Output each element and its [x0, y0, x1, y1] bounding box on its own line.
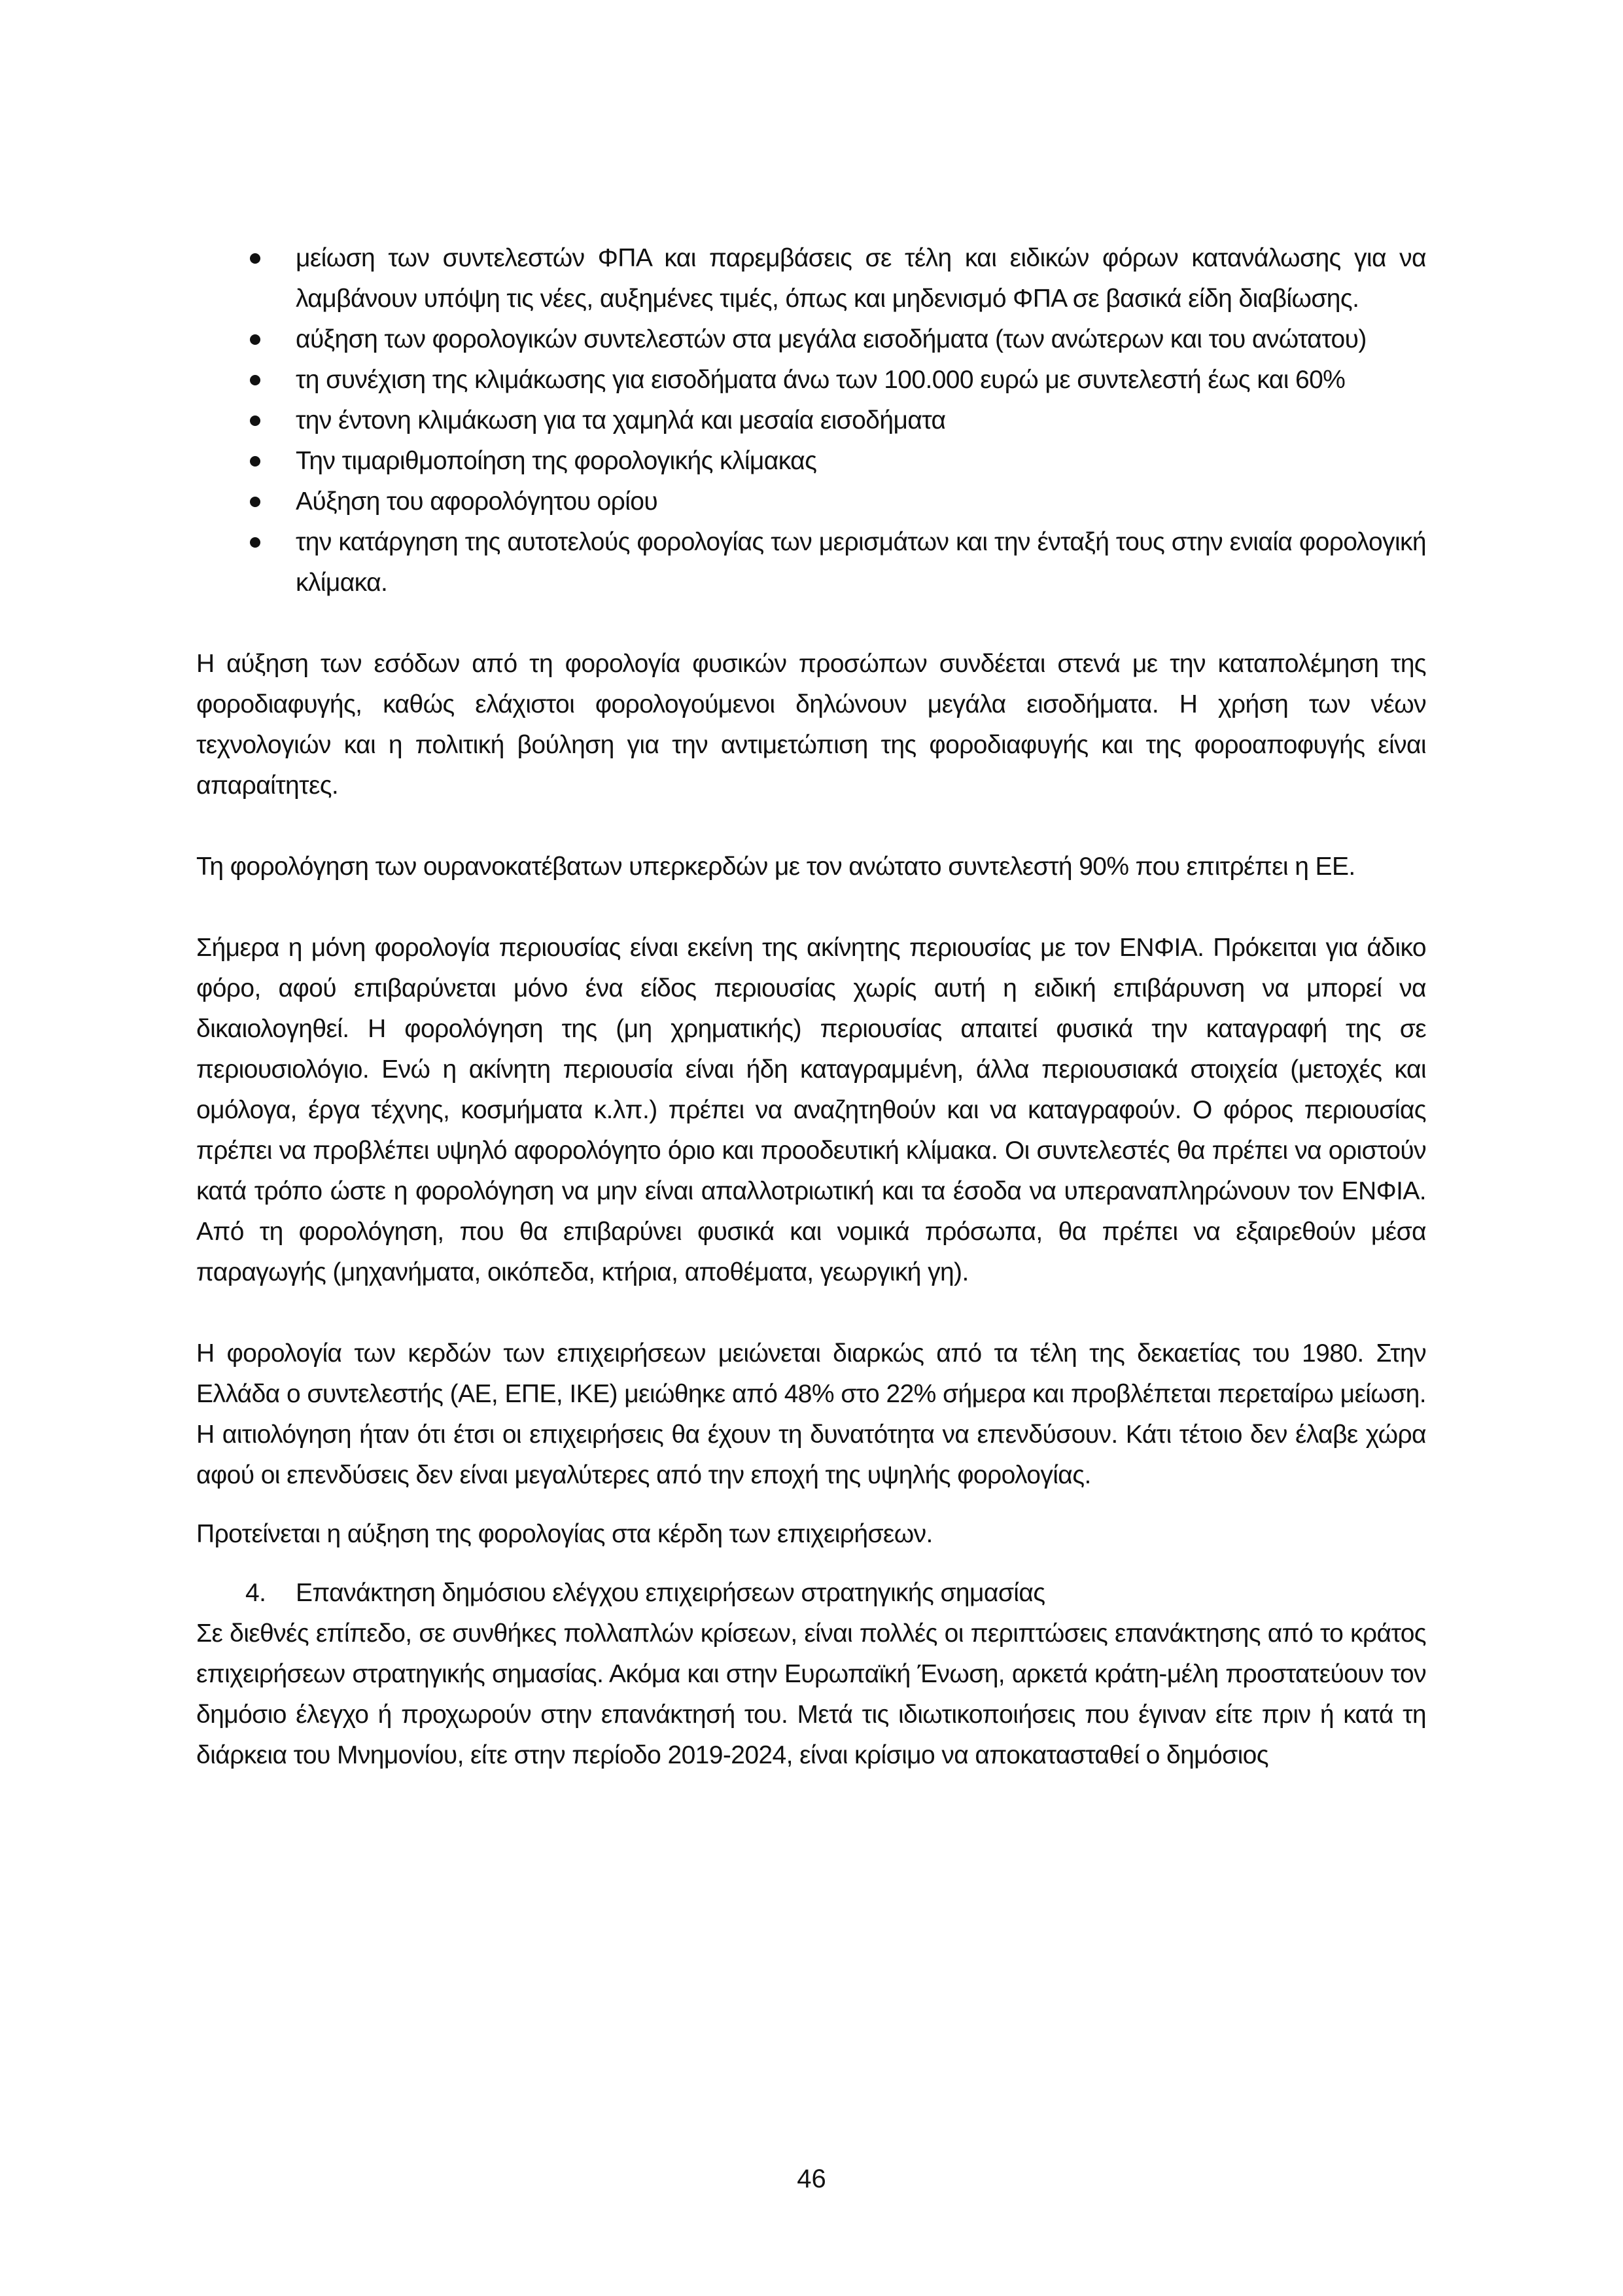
list-item: μείωση των συντελεστών ΦΠΑ και παρεμβάσεις σε τέλη και ειδικών φόρων κατανάλωσης για να λαμβάνουν υπόψη τις νέες, αυξημένες τιμές, όπως και μηδενισμό ΦΠΑ σε βασικά είδη διαβίωσης. [196, 238, 1426, 319]
list-item: Αύξηση του αφορολόγητου ορίου [196, 482, 1426, 522]
tax-measures-list [196, 238, 1426, 603]
bullet-icon [250, 334, 260, 345]
paragraph-tax-evasion: Η αύξηση των εσόδων από τη φορολογία φυσικών προσώπων συνδέεται στενά με την καταπολέμηση της φοροδιαφυγής, καθώς ελάχιστοι φορολογούμενοι δηλώνουν μεγάλα εισοδήματα. Η χρήση των νέων τεχνολογιών και η πολιτική βούληση για την αντιμετώπιση της φοροδιαφυγής και της φοροαποφυγής είναι απαραίτητες. [196, 650, 1426, 800]
paragraph-strategic-enterprises: Σε διεθνές επίπεδο, σε συνθήκες πολλαπλών κρίσεων, είναι πολλές οι περιπτώσεις επανάκτησης από το κράτος επιχειρήσεων στρατηγικής σημασίας. Ακόμα και στην Ευρωπαϊκή Ένωση, αρκετά κράτη-μέλη προστατεύουν τον δημόσιο έλεγχο ή προχωρούν στην επανάκτησή του. Μετά τις ιδιωτικοποιήσεις που έγιναν είτε πριν ή κατά τη διάρκεια του Μνημονίου, είτε στην περίοδο 2019-2024, είναι κρίσιμο να αποκατασταθεί ο δημόσιος [196, 1619, 1426, 1769]
section-heading [196, 1573, 1426, 1614]
bullet-icon [250, 375, 260, 385]
paragraph-windfall-tax: Τη φορολόγηση των ουρανοκατέβατων υπερκερδών με τον ανώτατο συντελεστή 90% που επιτρέπει η ΕΕ. [196, 853, 1355, 881]
paragraph-property-tax: Σήμερα η μόνη φορολογία περιουσίας είναι εκείνη της ακίνητης περιουσίας με τον ΕΝΦΙΑ. Πρόκειται για άδικο φόρο, αφού επιβαρύνεται μόνο ένα είδος περιουσίας χωρίς αυτή η ειδική επιβάρυνση να μπορεί να δικαιολογηθεί. Η φορολόγηση της (μη χρηματικής) περιουσίας απαιτεί φυσικά την καταγραφή της σε περιουσιολόγιο. Ενώ η ακίνητη περιουσία είναι ήδη καταγραμμένη, άλλα περιουσιακά στοιχεία (μετοχές και ομόλογα, έργα τέχνης, κοσμήματα κ.λπ.) πρέπει να αναζητηθούν και να καταγραφούν. Ο φόρος περιουσίας πρέπει να προβλέπει υψηλό αφορολόγητο όριο και προοδευτική κλίμακα. Οι συντελεστές θα πρέπει να οριστούν κατά τρόπο ώστε η φορολόγηση να μην είναι απαλλοτριωτική και τα έσοδα να υπεραναπληρώνουν τον ΕΝΦΙΑ. Από τη φορολόγηση, που θα επιβαρύνει φυσικά και νομικά πρόσωπα, θα πρέπει να εξαιρεθούν μέσα παραγωγής (μηχανήματα, οικόπεδα, κτήρια, αποθέματα, γεωργική γη). [196, 934, 1426, 1286]
list-item: την κατάργηση της αυτοτελούς φορολογίας των μερισμάτων και την ένταξή τους στην ενιαία φορολογική κλίμακα. [196, 522, 1426, 603]
bullet-icon [250, 415, 260, 426]
section-number: 4. [245, 1579, 266, 1607]
document-page [196, 238, 1426, 1776]
bullet-icon [250, 537, 260, 548]
list-item: την έντονη κλιμάκωση για τα χαμηλά και μεσαία εισοδήματα [196, 400, 1426, 441]
paragraph-corporate-tax: Η φορολογία των κερδών των επιχειρήσεων μειώνεται διαρκώς από τα τέλη της δεκαετίας του 1980. Στην Ελλάδα ο συντελεστής (ΑΕ, ΕΠΕ, ΙΚΕ) μειώθηκε από 48% στο 22% σήμερα και προβλέπεται περεταίρω μείωση. Η αιτιολόγηση ήταν ότι έτσι οι επιχειρήσεις θα έχουν τη δυνατότητα να επενδύσουν. Κάτι τέτοιο δεν έλαβε χώρα αφού οι επενδύσεις δεν είναι μεγαλύτερες από την εποχή της υψηλής φορολογίας. [196, 1339, 1426, 1489]
bullet-icon [250, 456, 260, 467]
section-title: Επανάκτηση δημόσιου ελέγχου επιχειρήσεων στρατηγικής σημασίας [296, 1579, 1045, 1607]
list-item: αύξηση των φορολογικών συντελεστών στα μεγάλα εισοδήματα (των ανώτερων και του ανώτατου) [196, 319, 1426, 360]
bullet-icon [250, 497, 260, 507]
paragraph-proposal: Προτείνεται η αύξηση της φορολογίας στα κέρδη των επιχειρήσεων. [196, 1520, 933, 1548]
list-item: τη συνέχιση της κλιμάκωσης για εισοδήματα άνω των 100.000 ευρώ με συντελεστή έως και 60% [196, 360, 1426, 400]
page-number: 46 [797, 2164, 826, 2193]
list-item: Την τιμαριθμοποίηση της φορολογικής κλίμακας [196, 441, 1426, 482]
bullet-icon [250, 253, 260, 264]
